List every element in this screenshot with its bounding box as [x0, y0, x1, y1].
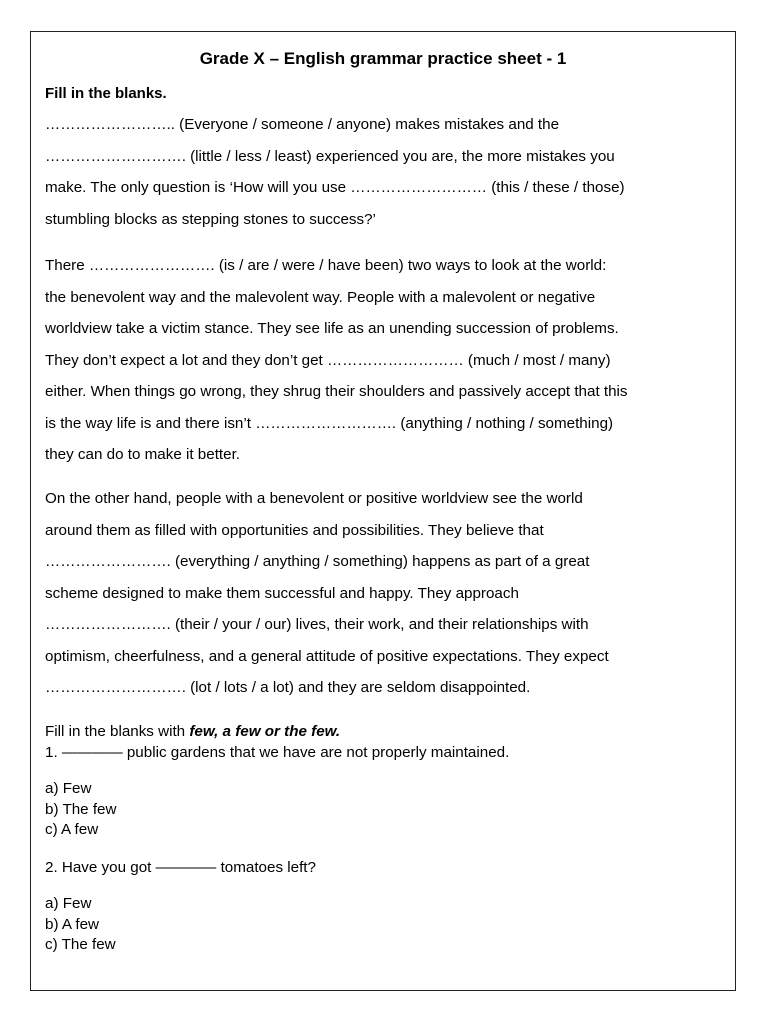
- paragraph-line: They don’t expect a lot and they don’t get ……………………… (much / most / many): [45, 351, 611, 369]
- question-2-options: [45, 894, 116, 956]
- paragraph-1: [45, 109, 727, 235]
- question-1-options: [45, 779, 116, 841]
- paragraph-line: is the way life is and there isn’t ………………………. (anything / nothing / something): [45, 414, 614, 432]
- paragraph-3: [45, 483, 727, 704]
- paragraph-line: make. The only question is ‘How will you use ……………………… (this / these / those): [45, 179, 625, 196]
- paragraph-line: stumbling blocks as stepping stones to success?’: [45, 210, 376, 228]
- question-2: 2. Have you got ———— tomatoes left?: [45, 859, 316, 876]
- worksheet-title: Grade X – English grammar practice sheet - 1: [199, 49, 567, 68]
- paragraph-line: ……………………. (everything / anything / something) happens as part of a great: [45, 553, 590, 570]
- paragraph-line: There ……………………. (is / are / were / have been) two ways to look at the world:: [45, 257, 607, 274]
- paragraph-line: ………………………. (little / less / least) experienced you are, the more mistakes you: [45, 147, 615, 165]
- paragraph-line: they can do to make it better.: [45, 446, 241, 463]
- paragraph-line: …………………….. (Everyone / someone / anyone) makes mistakes and the: [45, 116, 560, 133]
- paragraph-line: optimism, cheerfulness, and a general attitude of positive expectations. They expect: [45, 647, 609, 665]
- question-block-1: [45, 722, 509, 763]
- option-a: a) Few: [45, 895, 92, 912]
- paragraph-line: scheme designed to make them successful and happy. They approach: [45, 584, 519, 602]
- option-b: b) The few: [45, 800, 117, 818]
- section-heading: Fill in the blanks.: [45, 85, 167, 102]
- instruction-emphasis: few, a few or the few.: [189, 723, 341, 740]
- paragraph-line: the benevolent way and the malevolent way. People with a malevolent or negative: [45, 288, 596, 306]
- option-c: c) The few: [45, 936, 116, 953]
- paragraph-line: around them as filled with opportunities and possibilities. They believe that: [45, 521, 544, 539]
- paragraph-2: [45, 250, 727, 471]
- paragraph-line: On the other hand, people with a benevolent or positive worldview see the world: [45, 490, 583, 507]
- option-b: b) A few: [45, 915, 100, 933]
- worksheet-page: [30, 31, 736, 991]
- paragraph-line: ………………………. (lot / lots / a lot) and they are seldom disappointed.: [45, 679, 531, 696]
- option-a: a) Few: [45, 780, 92, 797]
- paragraph-line: worldview take a victim stance. They see life as an unending succession of problems.: [45, 320, 619, 337]
- paragraph-line: ……………………. (their / your / our) lives, their work, and their relationships with: [45, 616, 589, 633]
- option-c: c) A few: [45, 821, 99, 838]
- question-2-block: [45, 858, 316, 879]
- section-instruction: Fill in the blanks with few, a few or the few.: [45, 723, 341, 740]
- paragraph-line: either. When things go wrong, they shrug their shoulders and passively accept that this: [45, 383, 628, 400]
- question-1: 1. ———— public gardens that we have are not properly maintained.: [45, 743, 510, 761]
